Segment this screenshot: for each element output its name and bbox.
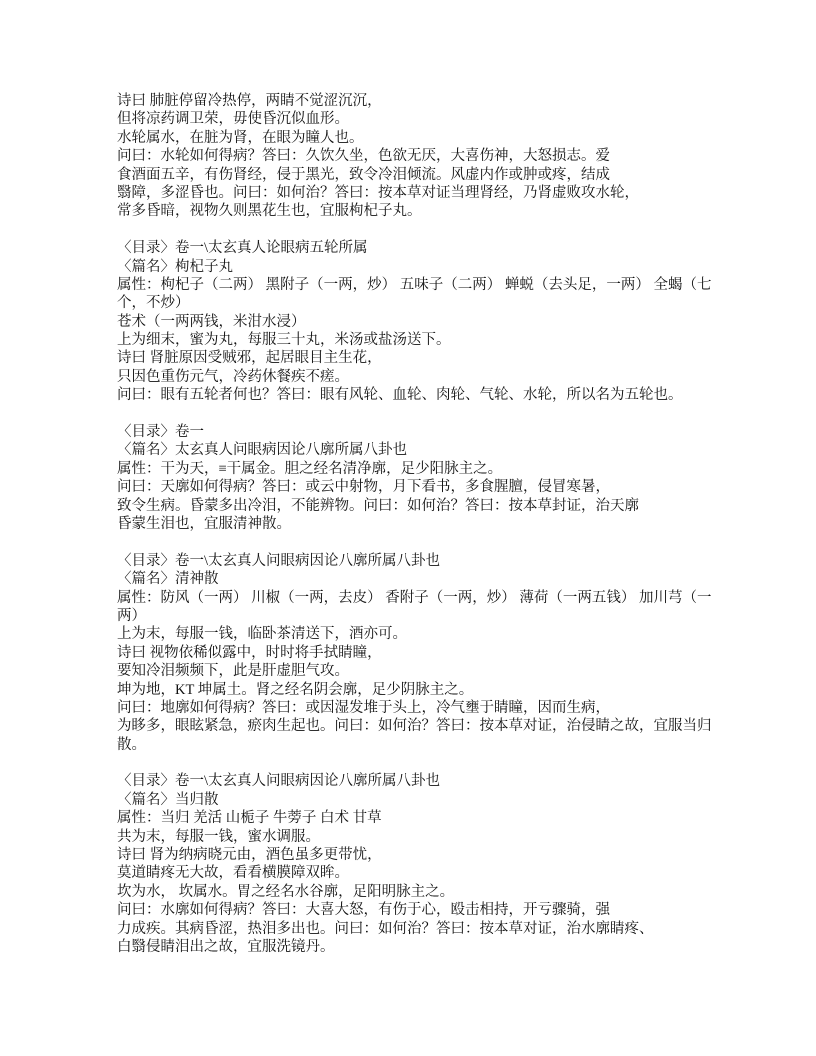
text-line: 莫道睛疼无大故，看看横膜障双眸。 (117, 865, 349, 882)
text-line: 诗曰 肾为纳病晓元由，酒色虽多更带忧， (117, 847, 382, 864)
text-line: 上为末，每服一钱，临卧茶清送下，酒亦可。 (117, 626, 407, 643)
text-line: 〈篇名〉当归散 (117, 791, 219, 808)
text-line: 为眵多，眼眩紧急，瘀肉生起也。问曰：如何治？答曰：按本草对证，治侵睛之故，宜服当归 (117, 718, 712, 735)
text-line: 坎为水， 坎属水。胃之经名水谷廓，足阳明脉主之。 (117, 883, 455, 900)
paragraph (117, 239, 717, 405)
text-line: 〈目录〉卷一 (117, 424, 204, 441)
text-line: 〈篇名〉太玄真人问眼病因论八廓所属八卦也 (117, 442, 407, 459)
text-line: 散。 (117, 736, 146, 753)
text-line: 诗曰 肾脏原因受贼邪，起居眼目主生花， (117, 350, 382, 367)
text-line: 〈目录〉卷一\太玄真人问眼病因论八廓所属八卦也 (117, 552, 441, 569)
paragraph (117, 92, 717, 221)
text-line: 个，不炒） (117, 295, 190, 312)
text-line: 坤为地，KT 坤属土。肾之经名阴会廓，足少阴脉主之。 (117, 681, 474, 698)
text-line: 力成疾。其病昏涩，热泪多出也。问曰：如何治？答曰：按本草对证，治水廓睛疼、 (117, 920, 654, 937)
text-line: 苍术（一两两钱，米泔水浸） (117, 313, 306, 330)
paragraph (117, 772, 717, 956)
text-line: 食酒面五辛，有伤肾经，侵于黑光，致令冷泪倾流。风虚内作或肿或疼，结成 (117, 166, 610, 183)
text-line: 〈目录〉卷一\太玄真人问眼病因论八廓所属八卦也 (117, 773, 441, 790)
text-line: 只因色重伤元气，冷药休餐疾不瘥。 (117, 368, 349, 385)
text-line: 要知冷泪频频下，此是肝虚胆气攻。 (117, 663, 349, 680)
text-line: 但将凉药调卫荣，毋使昏沉似血形。 (117, 111, 349, 128)
text-line: 诗曰 视物依稀似露中，时时将手拭睛瞳， (117, 644, 382, 661)
text-line: 属性：枸杞子（二两） 黑附子（一两，炒） 五味子（二两） 蝉蜕（去头足，一两） 全蝎（七 (117, 276, 712, 293)
text-line: 属性：防风（一两） 川椒（一两，去皮） 香附子（一两，炒） 薄荷（一两五钱） 加川芎（一 (117, 589, 712, 606)
text-line: 问曰：水轮如何得病？答曰：久饮久坐，色欲无厌，大喜伤神，大怒损志。爱 (117, 148, 610, 165)
text-line: 〈篇名〉枸杞子丸 (117, 258, 233, 275)
text-line: 〈篇名〉清神散 (117, 571, 219, 588)
text-line: 问曰：眼有五轮者何也？答曰：眼有风轮、血轮、肉轮、气轮、水轮，所以名为五轮也。 (117, 387, 683, 404)
text-line: 白翳侵睛泪出之故，宜服洗镜丹。 (117, 938, 335, 955)
text-line: 昏蒙生泪也，宜服清神散。 (117, 515, 291, 532)
text-line: 问曰：天廓如何得病？答曰：或云中射物，月下看书，多食腥膻，侵冒寒暑， (117, 479, 610, 496)
text-line: 水轮属水，在脏为肾，在眼为瞳人也。 (117, 129, 364, 146)
text-line: 属性：干为天，≡干属金。胆之经名清净廓，足少阳脉主之。 (117, 460, 503, 477)
paragraph (117, 423, 717, 533)
text-line: 问曰：水廓如何得病？答曰：大喜大怒，有伤于心，殴击相持，开亏骤骑，强 (117, 902, 610, 919)
text-line: 上为细末，蜜为丸，每服三十丸，米汤或盐汤送下。 (117, 332, 451, 349)
text-line: 属性：当归 羌活 山栀子 牛蒡子 白术 甘草 (117, 810, 382, 827)
text-line: 致令生病。昏蒙多出冷泪，不能辨物。问曰：如何治？答曰：按本草封证，治天廓 (117, 497, 639, 514)
text-line: 问曰：地廓如何得病？答曰：或因湿发堆于头上，冷气壅于睛瞳，因而生病， (117, 699, 610, 716)
text-line: 共为末，每服一钱，蜜水调服。 (117, 828, 320, 845)
document-text-block (117, 92, 717, 975)
text-line: 〈目录〉卷一\太玄真人论眼病五轮所属 (117, 240, 368, 257)
paragraph (117, 552, 717, 754)
text-line: 常多昏暗，视物久则黑花生也，宜服枸杞子丸。 (117, 203, 422, 220)
text-line: 诗曰 肺脏停留冷热停，两睛不觉涩沉沉， (117, 93, 382, 109)
text-line: 两） (117, 607, 146, 624)
text-line: 翳障，多涩昏也。问曰：如何治？答曰：按本草对证当理肾经，乃肾虚败攻水轮， (117, 184, 639, 201)
